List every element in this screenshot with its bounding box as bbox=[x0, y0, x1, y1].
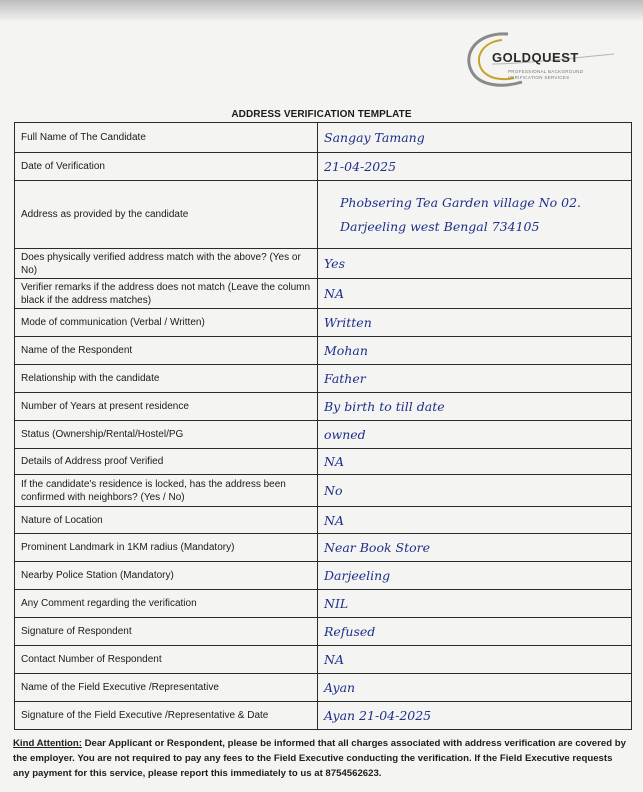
table-row bbox=[15, 421, 632, 449]
row-label: Number of Years at present residence bbox=[15, 393, 318, 421]
row-value: NA bbox=[318, 507, 632, 534]
logo-tagline-1: PROFESSIONAL BACKGROUND bbox=[508, 69, 584, 74]
table-row bbox=[15, 153, 632, 181]
table-row bbox=[15, 365, 632, 393]
row-label: Prominent Landmark in 1KM radius (Mandatory) bbox=[15, 534, 318, 562]
notice-lead: Kind Attention: bbox=[13, 738, 82, 749]
row-value: Ayan 21-04-2025 bbox=[318, 702, 632, 730]
row-label: Relationship with the candidate bbox=[15, 365, 318, 393]
row-label: Nearby Police Station (Mandatory) bbox=[15, 562, 318, 590]
table-row bbox=[15, 449, 632, 475]
table-row bbox=[15, 618, 632, 646]
kind-attention-notice bbox=[13, 736, 631, 781]
notice-text: Dear Applicant or Respondent, please be informed that all charges associated with address verification are covered by the employer. You are not required to pay any fees to the Field Executive conducting the verification. If the Field Executive requests any payment for this service, please report this immediately to us at 8754562623. bbox=[13, 738, 626, 779]
table-row bbox=[15, 279, 632, 309]
table-row bbox=[15, 534, 632, 562]
table-row bbox=[15, 646, 632, 674]
row-label: If the candidate's residence is locked, has the address been confirmed with neighbors? (Yes / No) bbox=[15, 475, 318, 507]
goldquest-logo bbox=[462, 28, 622, 90]
row-label: Signature of Respondent bbox=[15, 618, 318, 646]
verification-table bbox=[14, 122, 632, 730]
row-value: owned bbox=[318, 421, 632, 449]
row-value: Sangay Tamang bbox=[318, 123, 632, 153]
table-row bbox=[15, 309, 632, 337]
table-row bbox=[15, 337, 632, 365]
table-row bbox=[15, 590, 632, 618]
row-value: NA bbox=[318, 646, 632, 674]
table-row bbox=[15, 475, 632, 507]
row-label: Contact Number of Respondent bbox=[15, 646, 318, 674]
row-label: Nature of Location bbox=[15, 507, 318, 534]
table-row bbox=[15, 123, 632, 153]
table-row bbox=[15, 181, 632, 249]
row-value: Ayan bbox=[318, 674, 632, 702]
row-label: Any Comment regarding the verification bbox=[15, 590, 318, 618]
row-label: Verifier remarks if the address does not match (Leave the column black if the address matches) bbox=[15, 279, 318, 309]
row-label: Does physically verified address match with the above? (Yes or No) bbox=[15, 249, 318, 279]
row-label: Signature of the Field Executive /Representative & Date bbox=[15, 702, 318, 730]
row-label: Address as provided by the candidate bbox=[15, 181, 318, 249]
row-value: Yes bbox=[318, 249, 632, 279]
row-value: NA bbox=[318, 449, 632, 475]
logo-tagline-2: VERIFICATION SERVICES bbox=[508, 75, 570, 80]
row-value: Darjeeling bbox=[318, 562, 632, 590]
row-label: Full Name of The Candidate bbox=[15, 123, 318, 153]
scan-shadow bbox=[0, 0, 643, 22]
row-value: NIL bbox=[318, 590, 632, 618]
row-value: Written bbox=[318, 309, 632, 337]
table-row bbox=[15, 249, 632, 279]
table-row bbox=[15, 507, 632, 534]
table-row bbox=[15, 674, 632, 702]
table-row bbox=[15, 562, 632, 590]
row-label: Status (Ownership/Rental/Hostel/PG bbox=[15, 421, 318, 449]
row-value: By birth to till date bbox=[318, 393, 632, 421]
logo-name: GOLDQUEST bbox=[492, 50, 579, 65]
row-value: 21-04-2025 bbox=[318, 153, 632, 181]
table-row bbox=[15, 702, 632, 730]
table-row bbox=[15, 393, 632, 421]
row-label: Name of the Field Executive /Representative bbox=[15, 674, 318, 702]
document-title: ADDRESS VERIFICATION TEMPLATE bbox=[231, 109, 412, 120]
row-value: Phobsering Tea Garden village No 02. Darjeeling west Bengal 734105 bbox=[318, 181, 632, 249]
row-label: Date of Verification bbox=[15, 153, 318, 181]
row-value: Near Book Store bbox=[318, 534, 632, 562]
row-label: Mode of communication (Verbal / Written) bbox=[15, 309, 318, 337]
row-value: NA bbox=[318, 279, 632, 309]
row-label: Name of the Respondent bbox=[15, 337, 318, 365]
row-value: Refused bbox=[318, 618, 632, 646]
row-value: Father bbox=[318, 365, 632, 393]
row-value: No bbox=[318, 475, 632, 507]
row-label: Details of Address proof Verified bbox=[15, 449, 318, 475]
row-value: Mohan bbox=[318, 337, 632, 365]
